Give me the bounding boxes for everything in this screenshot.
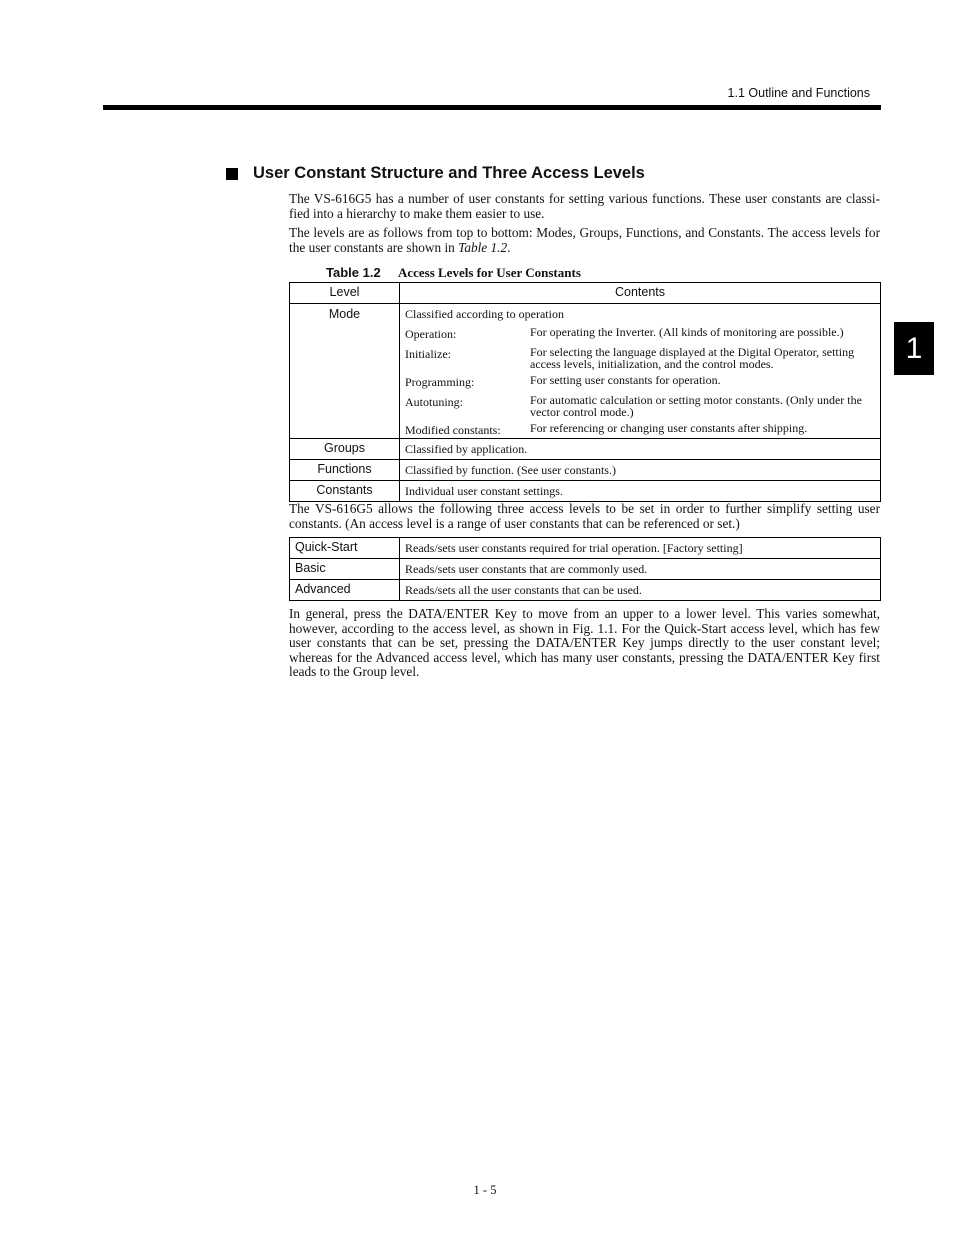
contents-cell: Classified by function. (See user constants.) — [400, 460, 881, 481]
mode-item: Initialize: For selecting the language displayed at the Digital Operator, setting access levels, initialization, and the control modes. — [405, 345, 855, 371]
access-level-description: Reads/sets user constants that are commonly used. — [400, 559, 881, 580]
contents-cell: Individual user constant settings. — [400, 481, 881, 502]
header-rule — [103, 105, 881, 110]
mode-item: Programming: For setting user constants for operation. — [405, 373, 721, 389]
level-cell: Functions — [290, 460, 400, 481]
level-cell: Constants — [290, 481, 400, 502]
table-reference: Table 1.2 — [458, 239, 508, 255]
levels-paragraph-end: . — [507, 239, 511, 255]
mode-item: Operation: For operating the Inverter. (All kinds of monitoring are possible.) — [405, 325, 844, 341]
access-level-name: Advanced — [290, 580, 400, 601]
table-row — [290, 559, 881, 580]
level-cell: Mode — [290, 304, 400, 439]
table-row — [290, 538, 881, 559]
section-heading — [226, 164, 645, 183]
access-levels-table — [289, 282, 881, 502]
table-row — [290, 460, 881, 481]
contents-cell — [400, 304, 881, 439]
mode-intro: Classified according to operation — [405, 307, 564, 321]
table-row — [290, 481, 881, 502]
chapter-tab: 1 — [894, 322, 934, 375]
table-caption — [326, 265, 581, 281]
access-level-name: Basic — [290, 559, 400, 580]
section-heading-text: User Constant Structure and Three Access Levels — [253, 164, 645, 182]
intro-paragraph: The VS-616G5 has a number of user constants for setting various functions. These user constants are classi-fied into a hierarchy to make them easier to use. — [289, 191, 880, 221]
access-paragraph: The VS-616G5 allows the following three access levels to be set in order to further simplify setting user constants. (An access level is a range of user constants that can be referenced or set.) — [289, 501, 880, 531]
table-row — [290, 580, 881, 601]
running-header: 1.1 Outline and Functions — [727, 86, 870, 100]
table-row — [290, 439, 881, 460]
levels-paragraph — [289, 226, 880, 255]
levels-paragraph-text: The levels are as follows from top to bottom: Modes, Groups, Functions, and Constants. The access levels for the user constants are shown in — [289, 225, 880, 255]
table-caption-number: Table 1.2 — [326, 265, 381, 280]
table-caption-title: Access Levels for User Constants — [397, 265, 581, 280]
header-contents: Contents — [400, 283, 881, 304]
table-row-mode — [290, 304, 881, 439]
contents-cell: Classified by application. — [400, 439, 881, 460]
square-bullet-icon — [226, 168, 238, 180]
mode-item: Modified constants: For referencing or changing user constants after shipping. — [405, 421, 808, 437]
access-level-name: Quick-Start — [290, 538, 400, 559]
header-level: Level — [290, 283, 400, 304]
access-level-description: Reads/sets all the user constants that can be used. — [400, 580, 881, 601]
access-level-description: Reads/sets user constants required for trial operation. [Factory setting] — [400, 538, 881, 559]
navigation-paragraph: In general, press the DATA/ENTER Key to move from an upper to a lower level. This varies somewhat, however, according to the access level, as shown in Fig. 1.1. For the Quick-Start access level, which has few user constants that can be set, pressing the DATA/ENTER Key jumps directly to the user constant level; whereas for the Advanced access level, which has many user constants, pressing the DATA/ENTER Key first leads to the Group level. — [289, 606, 880, 679]
table-header-row — [290, 283, 881, 304]
access-level-settings-table — [289, 537, 881, 601]
level-cell: Groups — [290, 439, 400, 460]
page-number: 1 - 5 — [473, 1183, 497, 1197]
mode-item: Autotuning: For automatic calculation or setting motor constants. (Only under the vector control mode.) — [405, 393, 862, 419]
